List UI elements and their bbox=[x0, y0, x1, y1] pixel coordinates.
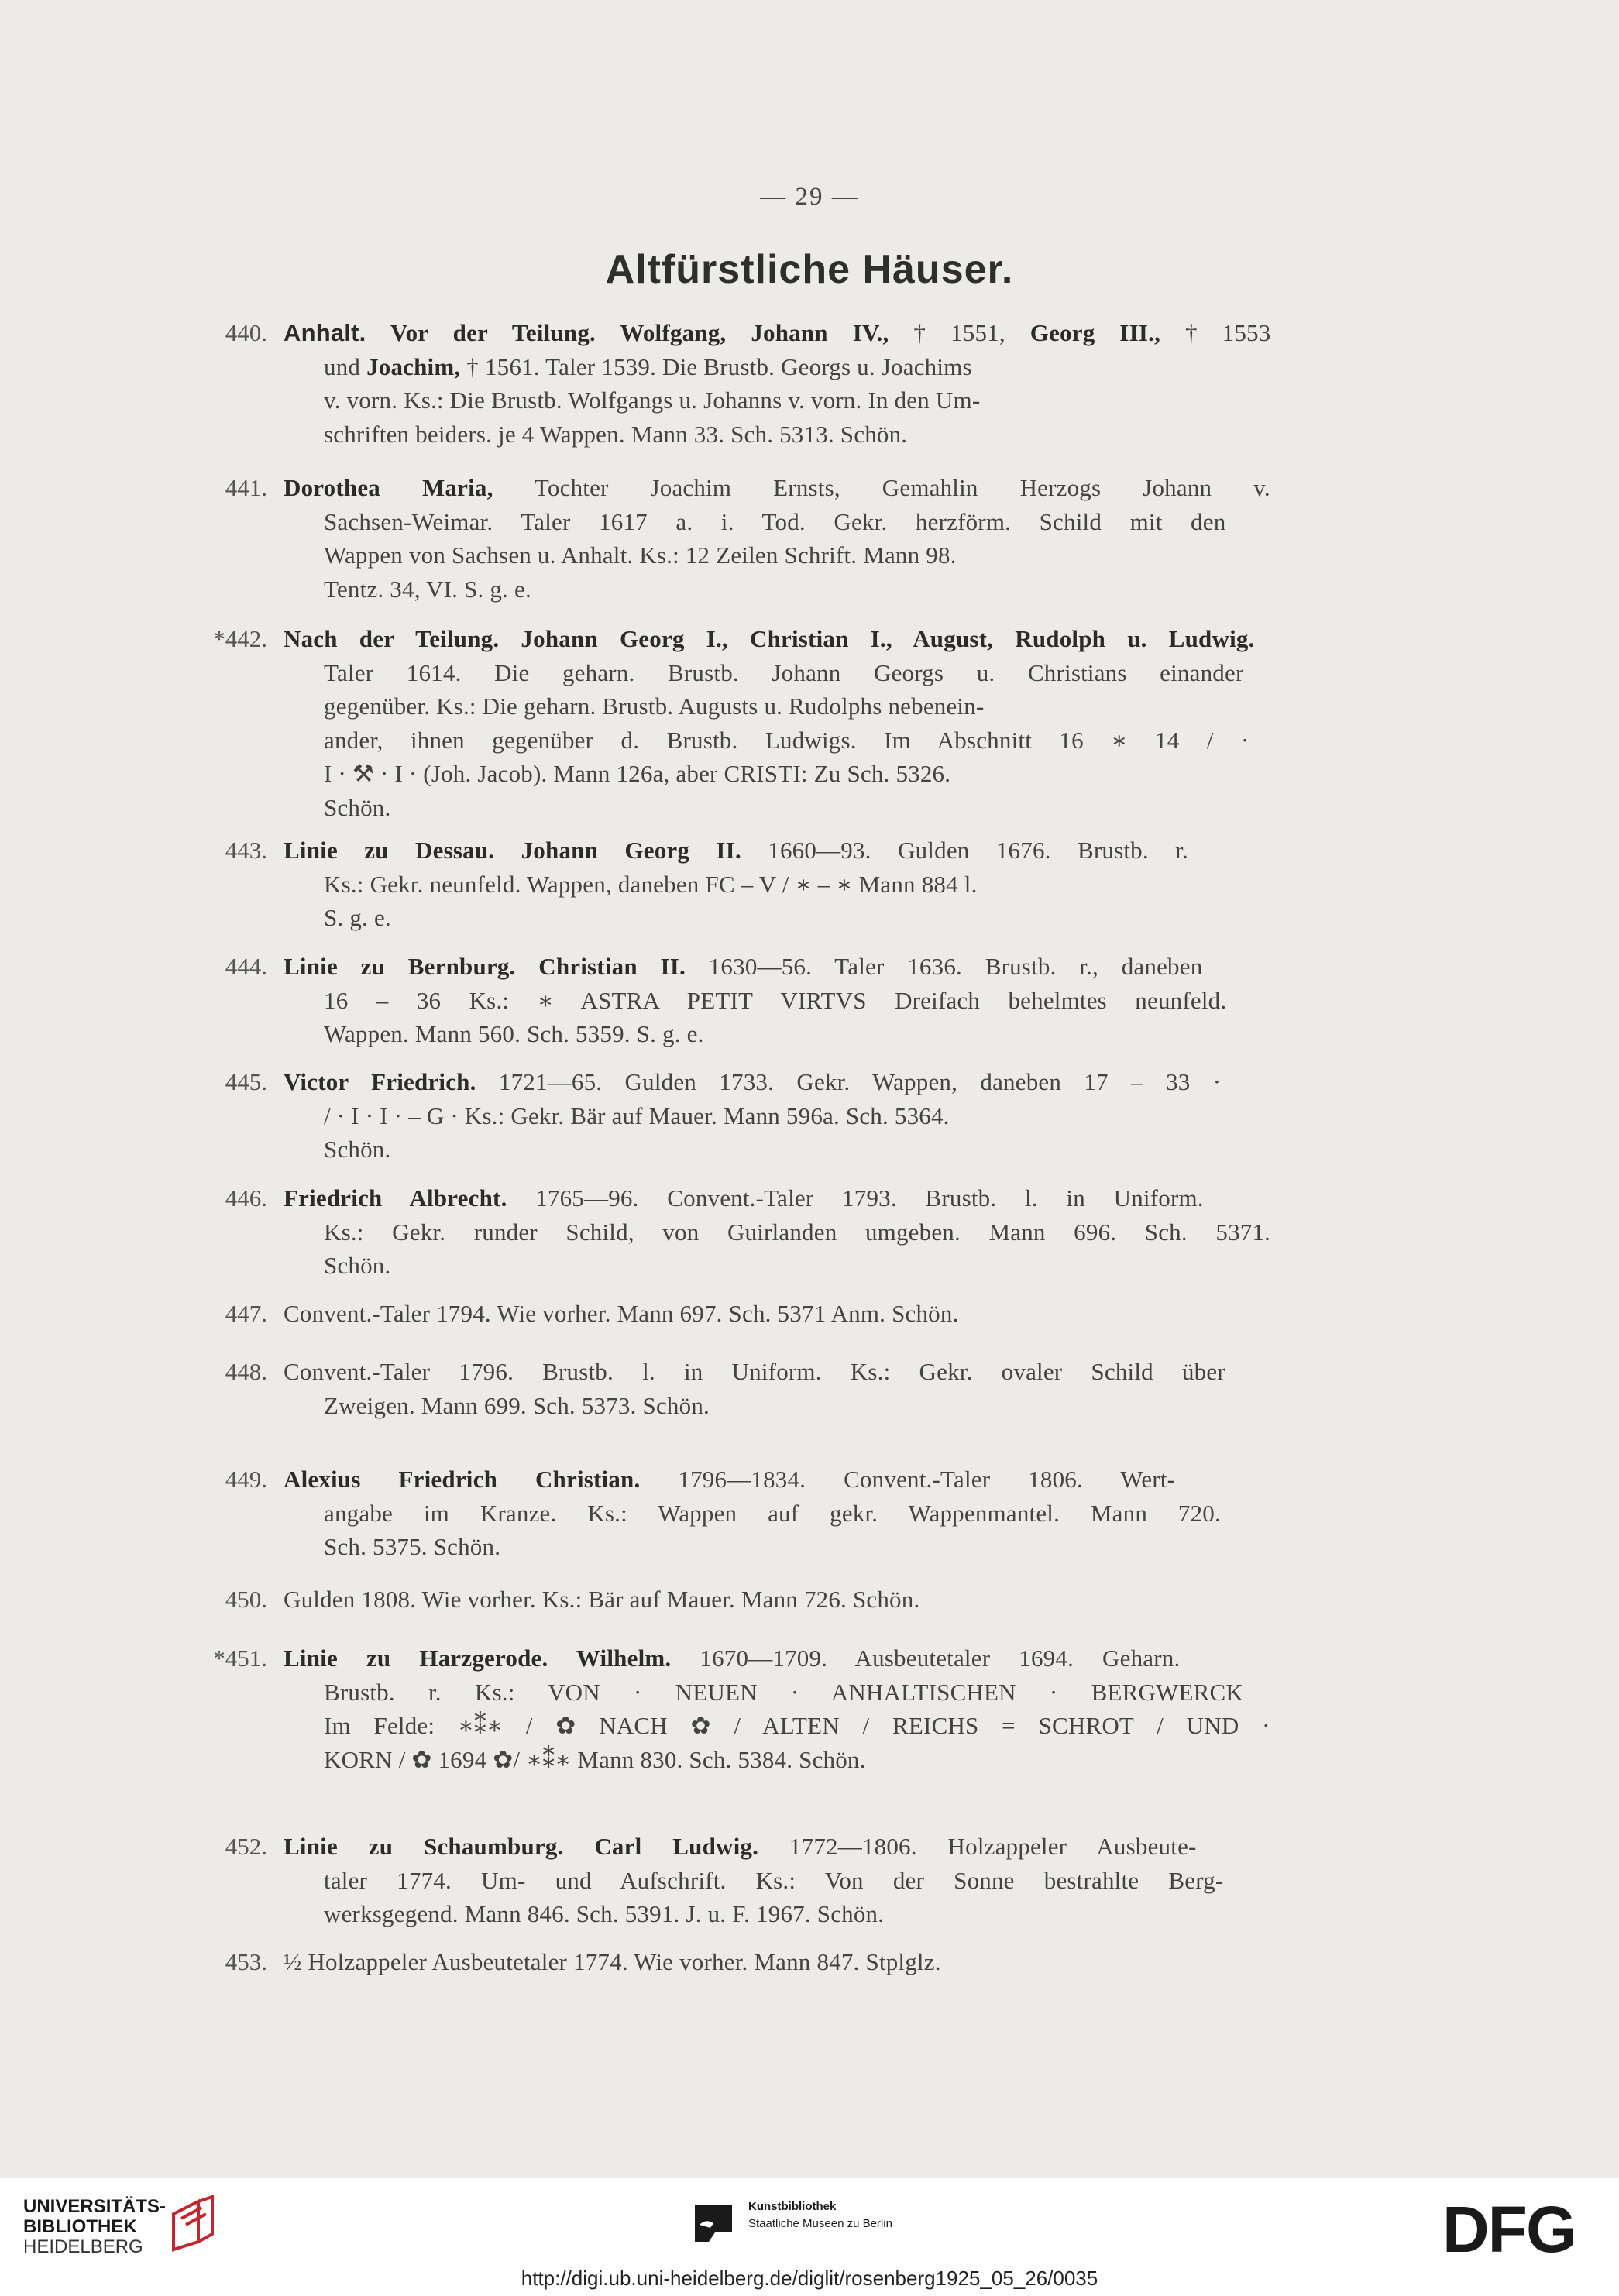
entry-line bbox=[324, 689, 984, 724]
entry-text: taler 1774. Um- und Aufschrift. Ks.: Von der Sonne bestrahlte Berg- bbox=[324, 1866, 1224, 1894]
entry-text: ander, ihnen gegenüber d. Brustb. Ludwigs. Im Abschnitt 16 ∗ 14 / · bbox=[324, 726, 1249, 754]
entry-text: Schön. bbox=[324, 793, 391, 821]
entry-text: Zweigen. Mann 699. Sch. 5373. Schön. bbox=[324, 1391, 710, 1419]
entry-line bbox=[324, 1864, 1223, 1898]
entry-heading-text: Friedrich Albrecht. bbox=[284, 1184, 507, 1212]
entry-text: † 1561. Taler 1539. Die Brustb. Georgs u. Joachims bbox=[460, 352, 972, 380]
entry-number: 440. bbox=[225, 319, 267, 346]
entry-line bbox=[324, 1389, 710, 1423]
entry-number: 447. bbox=[225, 1300, 267, 1327]
entry-text: 1721—65. Gulden 1733. Gekr. Wappen, daneben 17 – 33 · bbox=[476, 1068, 1222, 1095]
entry-text: 1772—1806. Holzappeler Ausbeute- bbox=[758, 1833, 1197, 1860]
entry-line bbox=[284, 316, 1270, 350]
entry-line bbox=[324, 1099, 950, 1133]
entry-text: 1630—56. Taler 1636. Brustb. r., daneben bbox=[686, 953, 1203, 980]
entry-text: und bbox=[324, 352, 367, 380]
entry-number: 446. bbox=[225, 1184, 267, 1212]
page-title: Altfürstliche Häuser. bbox=[605, 247, 1014, 292]
entry-line bbox=[284, 1830, 1197, 1864]
entry-text: Convent.-Taler 1796. Brustb. l. in Uniform. Ks.: Gekr. ovaler Schild über bbox=[284, 1358, 1225, 1385]
entry-heading-text: Linie zu Harzgerode. Wilhelm. bbox=[284, 1645, 672, 1672]
entry-number: 448. bbox=[225, 1358, 267, 1385]
entry-text: Schön. bbox=[324, 1136, 391, 1163]
entry-line bbox=[324, 538, 957, 572]
entry-line bbox=[324, 868, 978, 902]
entry-text: Gulden 1808. Wie vorher. Ks.: Bär auf Mauer. Mann 726. Schön. bbox=[284, 1586, 920, 1613]
entry-text: Im Felde: ∗⁑∗ / ✿ NACH ✿ / ALTEN / REICHS = SCHROT / UND · bbox=[324, 1712, 1270, 1739]
entry-line bbox=[284, 834, 1188, 868]
entry-text: Wappen von Sachsen u. Anhalt. Ks.: 12 Zeilen Schrift. Mann 98. bbox=[324, 541, 957, 569]
entry-text: v. vorn. Ks.: Die Brustb. Wolfgangs u. Johanns v. vorn. In den Um- bbox=[324, 387, 981, 414]
entry-line bbox=[284, 1065, 1221, 1099]
entry-text: 1660—93. Gulden 1676. Brustb. r. bbox=[741, 837, 1188, 864]
kb-line-2: Staatliche Museen zu Berlin bbox=[748, 2217, 892, 2230]
entry-number: 443. bbox=[225, 837, 267, 864]
entry-text: Ks.: Gekr. runder Schild, von Guirlanden umgeben. Mann 696. Sch. 5371. bbox=[324, 1218, 1271, 1246]
entry-line bbox=[284, 1462, 1175, 1497]
entry-text: 16 – 36 Ks.: ∗ ASTRA PETIT VIRTVS Dreifach behelmtes neunfeld. bbox=[324, 986, 1227, 1014]
entry-text: Brustb. r. Ks.: VON · NEUEN · ANHALTISCHEN · BERGWERCK bbox=[324, 1678, 1243, 1706]
entry-line bbox=[284, 950, 1202, 984]
entry-text: Taler 1614. Die geharn. Brustb. Johann Georgs u. Christians einander bbox=[324, 658, 1244, 686]
entry-number: 452. bbox=[225, 1833, 267, 1860]
entry-heading-text: Joachim, bbox=[366, 352, 461, 380]
entry-number: 444. bbox=[225, 953, 267, 980]
page-number: — 29 — bbox=[760, 183, 859, 211]
entry-line bbox=[324, 1133, 390, 1167]
source-url[interactable]: http://digi.ub.uni-heidelberg.de/diglit/rosenberg1925_05_26/0035 bbox=[521, 2267, 1098, 2290]
ub-heidelberg-logo-icon[interactable] bbox=[163, 2191, 225, 2253]
entry-text: Ks.: Gekr. neunfeld. Wappen, daneben FC – V / ∗ – ∗ Mann 884 l. bbox=[324, 870, 978, 898]
dfg-logo[interactable]: DFG bbox=[1442, 2193, 1576, 2266]
entry-line bbox=[284, 622, 1255, 656]
ub-line-1: UNIVERSITÄTS- bbox=[23, 2196, 167, 2217]
entry-heading-text: Victor Friedrich. bbox=[284, 1068, 476, 1095]
ub-line-2: BIBLIOTHEK bbox=[23, 2216, 137, 2237]
entry-heading-text: Linie zu Schaumburg. Carl Ludwig. bbox=[284, 1833, 759, 1860]
entry-text: gegenüber. Ks.: Die geharn. Brustb. Augusts u. Rudolphs nebenein- bbox=[324, 693, 985, 720]
kunstbibliothek-logo-icon[interactable] bbox=[692, 2201, 735, 2245]
entry-text: angabe im Kranze. Ks.: Wappen auf gekr. Wappenmantel. Mann 720. bbox=[324, 1499, 1221, 1527]
entry-line bbox=[324, 1215, 1270, 1249]
entry-text: S. g. e. bbox=[324, 904, 391, 931]
entry-text: 1765—96. Convent.-Taler 1793. Brustb. l. in Uniform. bbox=[507, 1184, 1204, 1212]
entry-line bbox=[284, 1945, 941, 1979]
entry-number: 453. bbox=[225, 1948, 267, 1975]
entry-line bbox=[284, 1641, 1180, 1676]
entry-number: 441. bbox=[225, 474, 267, 501]
entry-text: schriften beiders. je 4 Wappen. Mann 33. Sch. 5313. Schön. bbox=[324, 420, 908, 448]
entry-number: *442. bbox=[213, 625, 267, 652]
entry-heading-text: Anhalt. bbox=[284, 319, 366, 346]
entry-text: ½ Holzappeler Ausbeutetaler 1774. Wie vorher. Mann 847. Stplglz. bbox=[284, 1948, 941, 1975]
entry-text: KORN / ✿ 1694 ✿/ ∗⁑∗ Mann 830. Sch. 5384. Schön. bbox=[324, 1745, 866, 1773]
entry-text: Sch. 5375. Schön. bbox=[324, 1533, 501, 1560]
entry-line bbox=[324, 383, 980, 418]
entry-line bbox=[324, 1249, 390, 1283]
entry-line bbox=[324, 505, 1225, 539]
entry-heading-text: Nach der Teilung. Johann Georg I., Christian I., August, Rudolph u. Ludwig. bbox=[284, 625, 1255, 652]
entry-number: 450. bbox=[225, 1586, 267, 1613]
entry-heading-text: Linie zu Dessau. Johann Georg II. bbox=[284, 837, 741, 864]
entry-line bbox=[324, 724, 1249, 758]
entry-line bbox=[324, 791, 390, 825]
entry-text: Tentz. 34, VI. S. g. e. bbox=[324, 575, 531, 603]
ub-line-3: HEIDELBERG bbox=[23, 2236, 143, 2257]
entry-text: Tochter Joachim Ernsts, Gemahlin Herzogs Johann v. bbox=[493, 474, 1270, 501]
entry-text: 1670—1709. Ausbeutetaler 1694. Geharn. bbox=[671, 1645, 1181, 1672]
entry-text: werksgegend. Mann 846. Sch. 5391. J. u. F. 1967. Schön. bbox=[324, 1900, 885, 1927]
entry-line bbox=[284, 471, 1270, 505]
entry-number: *451. bbox=[213, 1645, 267, 1672]
entry-line bbox=[324, 1743, 866, 1777]
entry-text: † 1553 bbox=[1160, 319, 1271, 346]
entry-line bbox=[284, 1355, 1225, 1389]
entry-line bbox=[324, 1530, 500, 1564]
kunstbibliothek-text[interactable] bbox=[748, 2198, 892, 2232]
entry-heading-text: Linie zu Bernburg. Christian II. bbox=[284, 953, 686, 980]
entry-line bbox=[324, 1709, 1270, 1743]
entry-line bbox=[284, 1297, 959, 1331]
entry-line bbox=[324, 757, 950, 791]
entry-line bbox=[324, 656, 1244, 690]
entry-text: / · I · I · – G · Ks.: Gekr. Bär auf Mauer. Mann 596a. Sch. 5364. bbox=[324, 1102, 950, 1129]
entry-line bbox=[324, 984, 1226, 1018]
ub-heidelberg-logo-text[interactable] bbox=[23, 2197, 166, 2257]
entry-heading-text: Alexius Friedrich Christian. bbox=[284, 1466, 641, 1493]
entry-text: Convent.-Taler 1794. Wie vorher. Mann 697. Sch. 5371 Anm. Schön. bbox=[284, 1300, 959, 1327]
entry-text: † 1551, bbox=[889, 319, 1030, 346]
entry-heading-text: Vor der Teilung. Wolfgang, Johann IV., bbox=[366, 319, 889, 346]
entry-line bbox=[324, 418, 907, 452]
entry-line bbox=[324, 1497, 1221, 1531]
entry-line bbox=[324, 350, 972, 384]
entry-line bbox=[324, 1017, 704, 1051]
entry-heading-text: Georg III., bbox=[1029, 319, 1161, 346]
entry-line bbox=[284, 1583, 919, 1617]
entry-line bbox=[324, 901, 391, 935]
entry-line bbox=[324, 1676, 1243, 1710]
entry-line bbox=[284, 1181, 1204, 1215]
entry-text: I · ⚒ · I · (Joh. Jacob). Mann 126a, aber CRISTI: Zu Sch. 5326. bbox=[324, 760, 951, 787]
kb-line-1: Kunstbibliothek bbox=[748, 2200, 837, 2213]
entry-text: 1796—1834. Convent.-Taler 1806. Wert- bbox=[640, 1466, 1176, 1493]
entry-line bbox=[324, 1897, 884, 1931]
entry-text: Wappen. Mann 560. Sch. 5359. S. g. e. bbox=[324, 1020, 704, 1047]
entry-heading-text: Dorothea Maria, bbox=[284, 474, 493, 501]
entry-number: 449. bbox=[225, 1466, 267, 1493]
entry-text: Sachsen-Weimar. Taler 1617 a. i. Tod. Gekr. herzförm. Schild mit den bbox=[324, 507, 1226, 535]
entry-number: 445. bbox=[225, 1068, 267, 1095]
entry-text: Schön. bbox=[324, 1252, 391, 1279]
entry-line bbox=[324, 572, 531, 607]
